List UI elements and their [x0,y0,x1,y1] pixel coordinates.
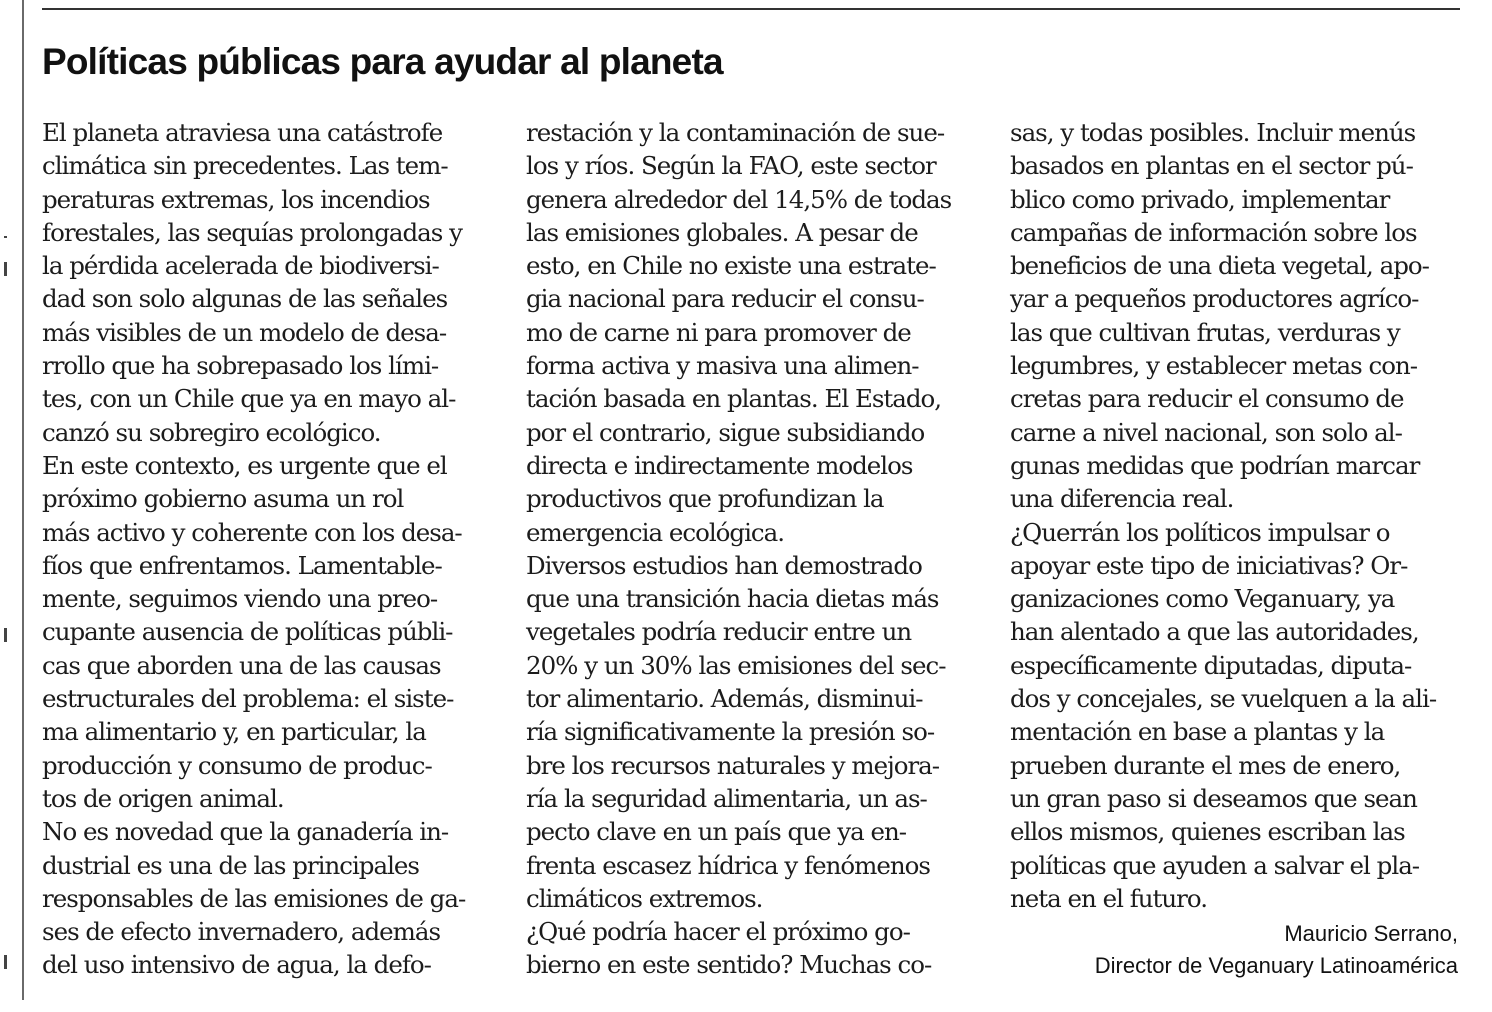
text-line: beneficios de una dieta vegetal, apo- [1010,251,1429,281]
text-line: próximo gobierno asuma un rol [42,484,404,514]
text-line: En este contexto, es urgente que el [42,450,447,480]
margin-mark [4,955,7,969]
text-line: sas, y todas posibles. Incluir menús [1010,118,1416,147]
text-line: prueben durante el mes de enero, [1010,750,1401,780]
text-line: cas que aborden una de las causas [42,650,441,680]
text-line: que una transición hacia dietas más [526,584,939,614]
article-signature [1095,918,1458,982]
text-line: del uso intensivo de agua, la defo- [42,950,431,980]
text-line: mente, seguimos viendo una preo- [42,584,438,614]
text-line: bre los recursos naturales y mejora- [526,750,940,780]
left-column-rule [22,0,24,1000]
text-line: cupante ausencia de políticas públi- [42,617,453,647]
text-line: ma alimentario y, en particular, la [42,717,426,747]
text-line: estructurales del problema: el siste- [42,684,454,714]
text-line: dad son solo algunas de las señales [42,284,448,314]
text-line: más activo y coherente con los desa- [42,517,462,547]
text-line: tor alimentario. Además, disminui- [526,684,923,714]
text-line: directa e indirectamente modelos [526,450,913,480]
text-line: 20% y un 30% las emisiones del sec- [526,650,946,680]
article-column-3 [1010,116,1460,915]
article-column-2 [526,116,976,982]
text-line: No es novedad que la ganadería in- [42,817,449,847]
text-line: una diferencia real. [1010,484,1234,514]
text-line: las que cultivan frutas, verduras y [1010,317,1400,347]
text-line: peraturas extremas, los incendios [42,184,430,214]
text-line: ses de efecto invernadero, además [42,917,441,947]
text-line: legumbres, y establecer metas con- [1010,351,1418,381]
text-line: gia nacional para reducir el consu- [526,284,924,314]
article-headline: Políticas públicas para ayudar al planeta [42,41,723,82]
text-line: yar a pequeños productores agríco- [1010,284,1419,314]
text-line: ellos mismos, quienes escriban las [1010,817,1405,847]
text-line: han alentado a que las autoridades, [1010,617,1419,647]
text-line: dos y concejales, se vuelquen a la ali- [1010,684,1437,714]
margin-mark [4,628,7,642]
margin-mark [4,236,7,238]
text-line: canzó su sobregiro ecológico. [42,417,381,447]
margin-mark [4,262,7,276]
text-line: apoyar este tipo de iniciativas? Or- [1010,550,1408,580]
text-line: producción y consumo de produc- [42,750,432,780]
text-line: productivos que profundizan la [526,484,884,514]
text-line: los y ríos. Según la FAO, este sector [526,151,936,181]
text-line: bierno en este sentido? Muchas co- [526,950,932,980]
text-line: blico como privado, implementar [1010,184,1390,214]
text-line: fíos que enfrentamos. Lamentable- [42,550,442,580]
text-line: por el contrario, sigue subsidiando [526,417,925,447]
text-line: genera alrededor del 14,5% de todas [526,184,952,214]
text-line: gunas medidas que podrían marcar [1010,450,1420,480]
text-line: climáticos extremos. [526,883,763,913]
text-line: carne a nivel nacional, son solo al- [1010,417,1402,447]
text-line: basados en plantas en el sector pú- [1010,151,1413,181]
text-line: vegetales podría reducir entre un [526,617,912,647]
text-line: específicamente diputadas, diputa- [1010,650,1412,680]
text-line: El planeta atraviesa una catástrofe [42,118,443,147]
text-line: rrollo que ha sobrepasado los lími- [42,351,439,381]
text-line: Diversos estudios han demostrado [526,550,922,580]
text-line: un gran paso si deseamos que sean [1010,783,1417,813]
text-line: ¿Querrán los políticos impulsar o [1010,517,1390,547]
article-column-1 [42,116,492,982]
text-line: forma activa y masiva una alimen- [526,351,919,381]
text-line: campañas de información sobre los [1010,217,1417,247]
text-line: emergencia ecológica. [526,517,785,547]
text-line: responsables de las emisiones de ga- [42,883,466,913]
text-line: climática sin precedentes. Las tem- [42,151,448,181]
text-line: mentación en base a plantas y la [1010,717,1385,747]
author-title: Director de Veganuary Latinoamérica [1094,953,1458,978]
text-line: ría significativamente la presión so- [526,717,935,747]
text-line: ¿Qué podría hacer el próximo go- [526,917,910,947]
text-line: mo de carne ni para promover de [526,317,911,347]
text-line: ría la seguridad alimentaria, un as- [526,783,927,813]
text-line: la pérdida acelerada de biodiversi- [42,251,439,281]
author-name: Mauricio Serrano, [1284,921,1458,946]
text-line: tes, con un Chile que ya en mayo al- [42,384,456,414]
top-rule [42,8,1460,10]
text-line: tación basada en plantas. El Estado, [526,384,942,414]
text-line: forestales, las sequías prolongadas y [42,217,462,247]
text-line: frenta escasez hídrica y fenómenos [526,850,930,880]
text-line: políticas que ayuden a salvar el pla- [1010,850,1420,880]
text-line: esto, en Chile no existe una estrate- [526,251,936,281]
text-line: más visibles de un modelo de desa- [42,317,447,347]
text-line: ganizaciones como Veganuary, ya [1010,584,1395,614]
text-line: pecto clave en un país que ya en- [526,817,907,847]
text-line: dustrial es una de las principales [42,850,420,880]
text-line: cretas para reducir el consumo de [1010,384,1404,414]
text-line: neta en el futuro. [1010,883,1207,913]
text-line: las emisiones globales. A pesar de [526,217,918,247]
text-line: restación y la contaminación de sue- [526,118,945,147]
text-line: tos de origen animal. [42,783,284,813]
